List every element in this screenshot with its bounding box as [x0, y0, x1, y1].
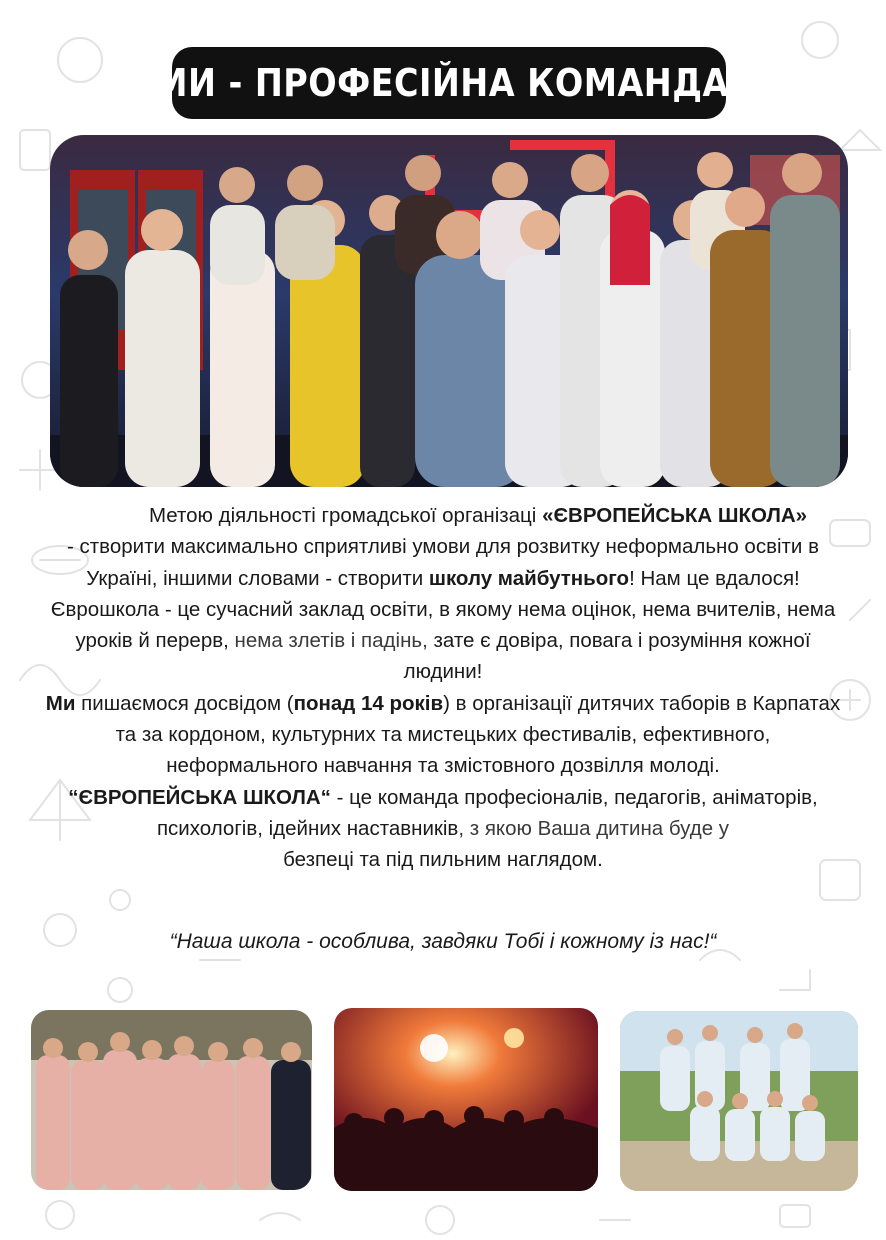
experience-paragraph — [40, 688, 846, 782]
title-banner — [153, 47, 745, 119]
text-span: зате є довіра, повага і розуміння кожної людини! — [403, 629, 811, 684]
text-span: нема злетів і падінь, — [234, 629, 434, 653]
team-group-photo — [50, 135, 848, 487]
text-span: ! Нам це вдалося! Єврошкола - це сучасний заклад освіти, в якому нема оцінок, нема вчителів, нема уроків й перерв, — [50, 566, 836, 653]
org-name-highlight: “ЄВРОПЕЙСЬКА ШКОЛА“ — [68, 785, 331, 809]
team-pink-hoodies-photo — [31, 1010, 312, 1190]
motto-quote: “Наша школа - особлива, завдяки Тобі і кожному із нас!“ — [169, 930, 717, 953]
team-paragraph — [40, 782, 846, 876]
page-title: МИ - ПРОФЕСІЙНА КОМАНДА! — [153, 61, 745, 105]
mission-paragraph-intro — [40, 500, 846, 531]
org-name-highlight: «ЄВРОПЕЙСЬКА ШКОЛА» — [542, 504, 808, 527]
text-span: Метою діяльності громадської організаці — [148, 504, 543, 527]
text-span: - це команда професіоналів, педагогів, аніматорів, психологів, ідейних наставників — [156, 785, 818, 840]
text-span: безпеці та під пильним наглядом. — [283, 848, 603, 872]
mission-paragraph-main — [40, 531, 846, 687]
text-span: , з якою Ваша дитина буде у — [458, 816, 730, 840]
text-span: ) в організації дитячих таборів в Карпатах та за кордоном, культурних та мистецьких фестивалів, ефективного, неформального навчання та змістовного дозвілля молоді. — [115, 691, 841, 778]
text-span: пишаємося досвідом ( — [75, 691, 294, 715]
future-school-highlight: школу майбутнього — [428, 566, 630, 590]
years-highlight: понад 14 років — [293, 691, 444, 715]
mission-description — [40, 500, 846, 876]
text-span: - створити максимально сприятливі умови для розвитку неформально освіти в Україні, іншими словами - створити — [67, 535, 819, 590]
camp-team-outdoor-photo — [620, 1011, 858, 1191]
concert-crowd-photo — [334, 1008, 598, 1191]
we-highlight: Ми — [45, 691, 76, 715]
